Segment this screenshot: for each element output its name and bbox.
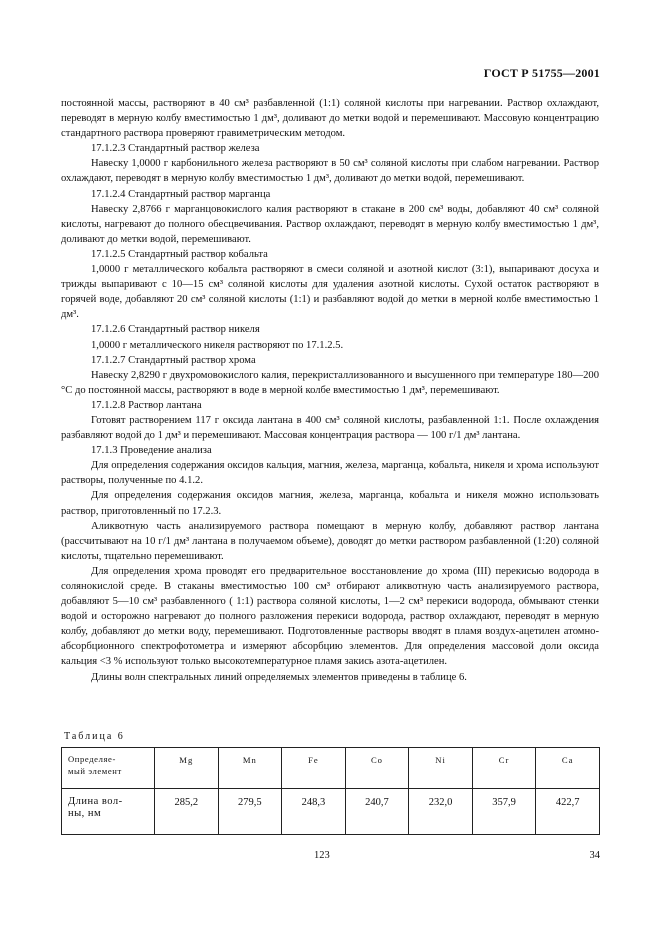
value-cell: 285,2 (155, 789, 219, 835)
paragraph: Навеску 1,0000 г карбонильного железа растворяют в 50 см³ соляной кислоты при слабом нагревании. Раствор охлаждают, переводят в мерную колбу вместимостью 1 дм³, доливают до метки водой, перемешивают. (61, 158, 599, 185)
value-cell: 232,0 (409, 789, 473, 835)
sheet-number: 34 (589, 850, 600, 861)
paragraph: 1,0000 г металлического кобальта растворяют в смеси соляной и азотной кислот (3:1), выпаривают досуха и трижды выпаривают с 10—15 см³ соляной кислоты для удаления азотной кислоты. Сухой остаток растворяют в горячей воде, добавляют 20 см³ соляной кислоты (1:1) и разбавляют водой до метки в мерной колбе вместимостью 1 дм³. (61, 264, 599, 321)
paragraph: Навеску 2,8766 г марганцовокислого калия растворяют в стакане в 200 см³ воды, добавляют 40 см³ соляной кислоты, нагревают до полного обесцвечивания. Раствор охлаждают, переводят в мерную колбу вместимостью 1 дм³, доливают до метки водой, перемешивают. (61, 203, 599, 245)
header-cell: Ca (536, 748, 600, 789)
section-heading: 17.1.2.3 Стандартный раствор железа (91, 143, 260, 155)
table-caption: Таблица 6 (64, 731, 125, 742)
document-header: ГОСТ Р 51755—2001 (483, 66, 600, 80)
value-cell: 279,5 (218, 789, 282, 835)
header-cell: Mn (218, 748, 282, 789)
header-cell: Fe (282, 748, 346, 789)
paragraph: Для определения содержания оксидов магния, железа, марганца, кобальта и никеля можно использовать раствор, приготовленный по 17.2.3. (61, 490, 599, 517)
paragraph: Аликвотную часть анализируемого раствора помещают в мерную колбу, добавляют раствор лантана (рассчитывают на 10 г/1 дм³ лантана в получаемом объеме), доводят до метки раствором разбавленной (1:20) соляной кислоты, тщательно перемешивают. (61, 520, 599, 562)
value-cell: 422,7 (536, 789, 600, 835)
header-label: Определяе- мый элемент (68, 754, 122, 776)
header-cell: Cr (472, 748, 536, 789)
table-row (62, 789, 600, 835)
section-heading: 17.1.2.5 Стандартный раствор кобальта (91, 248, 268, 260)
section-heading: 17.1.3 Проведение анализа (91, 445, 212, 457)
paragraph: Навеску 2,8290 г двухромовокислого калия, перекристаллизованного и высушенного при температуре 180—200 °С до постоянной массы, растворяют в воде в мерной колбе вместимостью 1 дм³, перемешивают. (61, 369, 599, 396)
section-heading: 17.1.2.7 Стандартный раствор хрома (91, 354, 256, 366)
header-cell-element (62, 748, 155, 789)
header-cell: Ni (409, 748, 473, 789)
section-heading: 17.1.2.8 Раствор лантана (91, 399, 202, 411)
header-cell: Mg (155, 748, 219, 789)
page-number: 123 (314, 850, 330, 861)
document-body (61, 96, 599, 685)
paragraph: Для определения хрома проводят его предварительное восстановление до хрома (III) перекисью водорода в солянокислой среде. В стаканы вместимостью 100 см³ отбирают аликвотную часть анализируемого раствора, добавляют 5—10 см³ разбавленного ( 1:1) раствора соляной кислоты, 1—2 см³ перекиси водорода, обмывают стенки водой и осторожно нагревают до полного разложения перекиси водорода, раствор охлаждают, переводят в мерную колбу, добавляют до метки воду, перемешивают. Подготовленные растворы вводят в пламя воздух-ацетилен атомно-абсорбционного спектрофотометра и измеряют абсорбцию элементов. Для определения массовой доли оксида кальция <3 % используют только высокотемпературное пламя закись азота-ацетилен. (61, 565, 599, 668)
paragraph: Для определения содержания оксидов кальция, магния, железа, марганца, кобальта, никеля и хрома используют растворы, полученные по 4.1.2. (61, 460, 599, 487)
paragraph: Длины волн спектральных линий определяемых элементов приведены в таблице 6. (91, 671, 467, 683)
paragraph: Готовят растворением 117 г оксида лантана в 400 см³ соляной кислоты, разбавленной 1:1. После охлаждения разбавляют водой до 1 дм³ и перемешивают. Массовая концентрация раствора — 100 г/1 дм³ лантана. (61, 414, 599, 442)
table-header-row (62, 748, 600, 789)
paragraph: 1,0000 г металлического никеля растворяют по 17.1.2.5. (91, 339, 344, 351)
wavelength-table (61, 747, 600, 835)
row-label-cell (62, 789, 155, 835)
header-cell: Co (345, 748, 409, 789)
section-heading: 17.1.2.6 Стандартный раствор никеля (91, 324, 260, 336)
section-heading: 17.1.2.4 Стандартный раствор марганца (91, 188, 271, 200)
value-cell: 357,9 (472, 789, 536, 835)
row-label: Длина вол- ны, нм (68, 796, 123, 819)
value-cell: 248,3 (282, 789, 346, 835)
value-cell: 240,7 (345, 789, 409, 835)
paragraph: постоянной массы, растворяют в 40 см³ разбавленной (1:1) соляной кислоты при нагревании. Раствор охлаждают, переводят в мерную колбу вместимостью 1 дм³, доливают до метки водой и перемешивают. Массовую концентрацию стандартного раствора проверяют гравиметрическим методом. (61, 98, 599, 140)
